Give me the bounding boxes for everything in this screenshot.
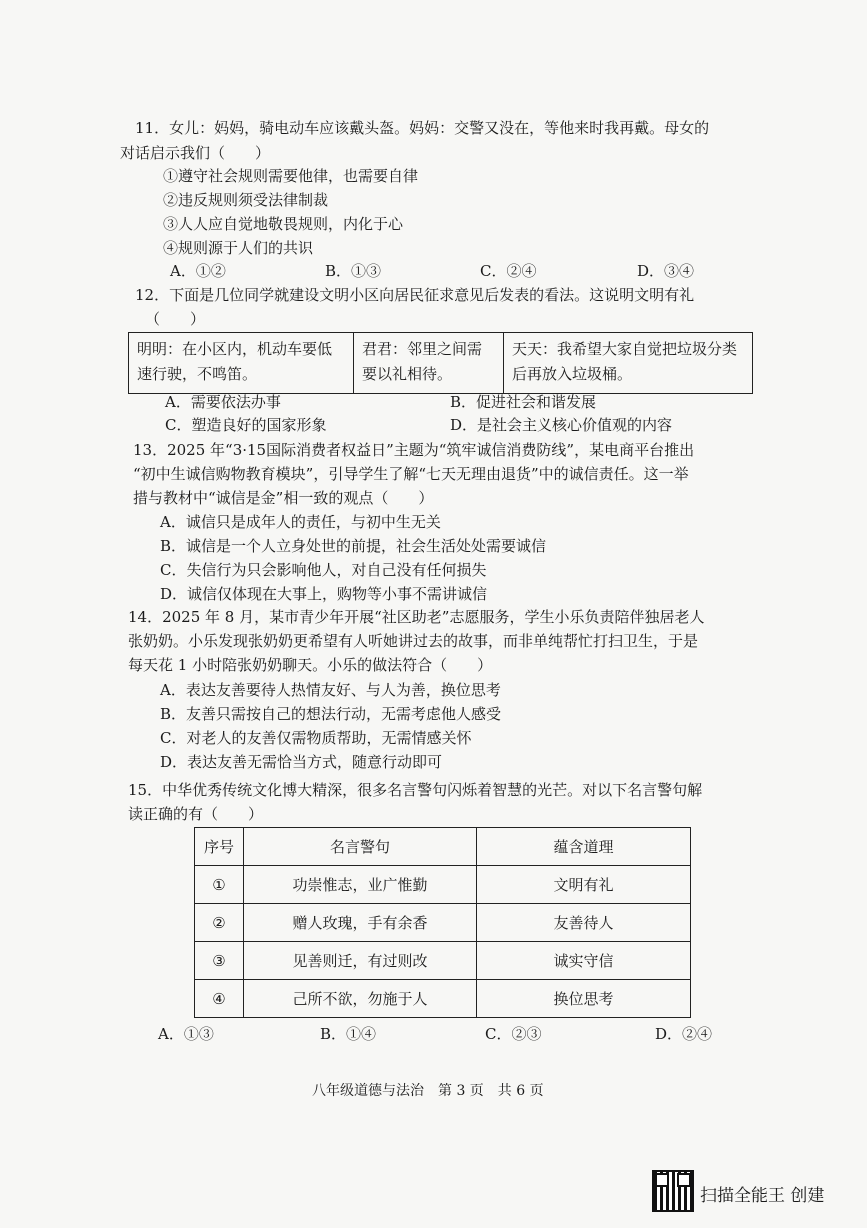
q13-stem-line2: “初中生诚信购物教育模块”，引导学生了解“七天无理由退货”中的诚信责任。这一举 [133,465,689,483]
table-row [195,942,691,980]
q11-item-4: ④规则源于人们的共识 [163,239,314,257]
q11-option-a: A．①② [170,262,226,280]
table-row [195,904,691,942]
q15-option-d: D．②④ [655,1025,713,1043]
q15-header-meaning: 蕴含道理 [477,828,691,866]
q11-option-b: B．①③ [325,262,382,280]
scanner-watermark: 扫描全能王 创建 [700,1186,825,1206]
q12-option-a: A．需要依法办事 [165,393,281,411]
q14-stem-line1: 14．2025 年 8 月，某市青少年开展“社区助老”志愿服务，学生小乐负责陪伴独居老人 [128,608,705,626]
q12-opinion-box [128,332,753,394]
q14-stem-line2: 张奶奶。小乐发现张奶奶更希望有人听她讲过去的故事，而非单纯帮忙打扫卫生，于是 [128,632,699,650]
q15-row1-meaning: 文明有礼 [477,866,691,904]
q13-stem-line1: 13．2025 年“3·15国际消费者权益日”主题为“筑牢诚信消费防线”，某电商平台推出 [133,441,695,459]
q11-option-c: C．②④ [480,262,537,280]
q12-option-b: B．促进社会和谐发展 [450,393,597,411]
q14-option-b: B．友善只需按自己的想法行动，无需考虑他人感受 [160,705,502,723]
q15-header-quote: 名言警句 [244,828,477,866]
q15-row4-number: ④ [195,980,244,1018]
q11-stem-line2: 对话启示我们（ ） [120,144,271,162]
q13-option-a: A．诚信只是成年人的责任，与初中生无关 [160,513,441,531]
q15-option-c: C．②③ [485,1025,542,1043]
q11-item-1: ①遵守社会规则需要他律，也需要自律 [163,167,419,185]
q12-stem-line1: 12．下面是几位同学就建设文明小区向居民征求意见后发表的看法。这说明文明有礼 [135,286,695,304]
q15-row3-number: ③ [195,942,244,980]
q15-stem-line1: 15．中华优秀传统文化博大精深，很多名言警句闪烁着智慧的光芒。对以下名言警句解 [128,781,703,799]
q15-row4-meaning: 换位思考 [477,980,691,1018]
q15-row1-quote: 功崇惟志，业广惟勤 [244,866,477,904]
q14-option-d: D．表达友善无需恰当方式，随意行动即可 [160,753,443,771]
q15-header-number: 序号 [195,828,244,866]
q15-table-header-row [195,828,691,866]
q15-row2-meaning: 友善待人 [477,904,691,942]
q11-item-2: ②违反规则须受法律制裁 [163,191,329,209]
table-row [195,866,691,904]
q11-option-d: D．③④ [637,262,695,280]
q15-row1-number: ① [195,866,244,904]
q15-row3-meaning: 诚实守信 [477,942,691,980]
qr-code-icon [654,1172,692,1210]
q11-stem-line1: 11．女儿：妈妈，骑电动车应该戴头盔。妈妈：交警又没在，等他来时我再戴。母女的 [135,119,710,137]
q13-stem-line3: 措与教材中“诚信是金”相一致的观点（ ） [133,489,434,507]
q14-stem-line3: 每天花 1 小时陪张奶奶聊天。小乐的做法符合（ ） [128,656,493,674]
q15-option-a: A．①③ [158,1025,214,1043]
page-footer: 八年级道德与法治 第 3 页 共 6 页 [312,1083,544,1099]
q12-option-c: C．塑造良好的国家形象 [165,416,327,434]
q11-item-3: ③人人应自觉地敬畏规则，内化于心 [163,215,404,233]
q12-opinion-mingming: 明明：在小区内，机动车要低速行驶，不鸣笛。 [129,333,354,393]
q14-option-a: A．表达友善要待人热情友好、与人为善，换位思考 [160,681,501,699]
q13-option-c: C．失信行为只会影响他人，对自己没有任何损失 [160,561,487,579]
q15-quote-table [194,827,691,1018]
q14-option-c: C．对老人的友善仅需物质帮助，无需情感关怀 [160,729,472,747]
q15-row4-quote: 己所不欲，勿施于人 [244,980,477,1018]
q15-row3-quote: 见善则迁，有过则改 [244,942,477,980]
q15-stem-line2: 读正确的有（ ） [128,805,264,823]
q12-opinion-junjun: 君君：邻里之间需要以礼相待。 [354,333,504,393]
q15-option-b: B．①④ [320,1025,377,1043]
q12-opinion-tiantian: 天天：我希望大家自觉把垃圾分类后再放入垃圾桶。 [512,340,738,383]
q12-option-d: D．是社会主义核心价值观的内容 [450,416,673,434]
q15-row2-quote: 赠人玫瑰，手有余香 [244,904,477,942]
q13-option-d: D．诚信仅体现在大事上，购物等小事不需讲诚信 [160,585,488,603]
q15-row2-number: ② [195,904,244,942]
q13-option-b: B．诚信是一个人立身处世的前提，社会生活处处需要诚信 [160,537,547,555]
table-row [195,980,691,1018]
q12-stem-line2: （ ） [145,310,206,328]
